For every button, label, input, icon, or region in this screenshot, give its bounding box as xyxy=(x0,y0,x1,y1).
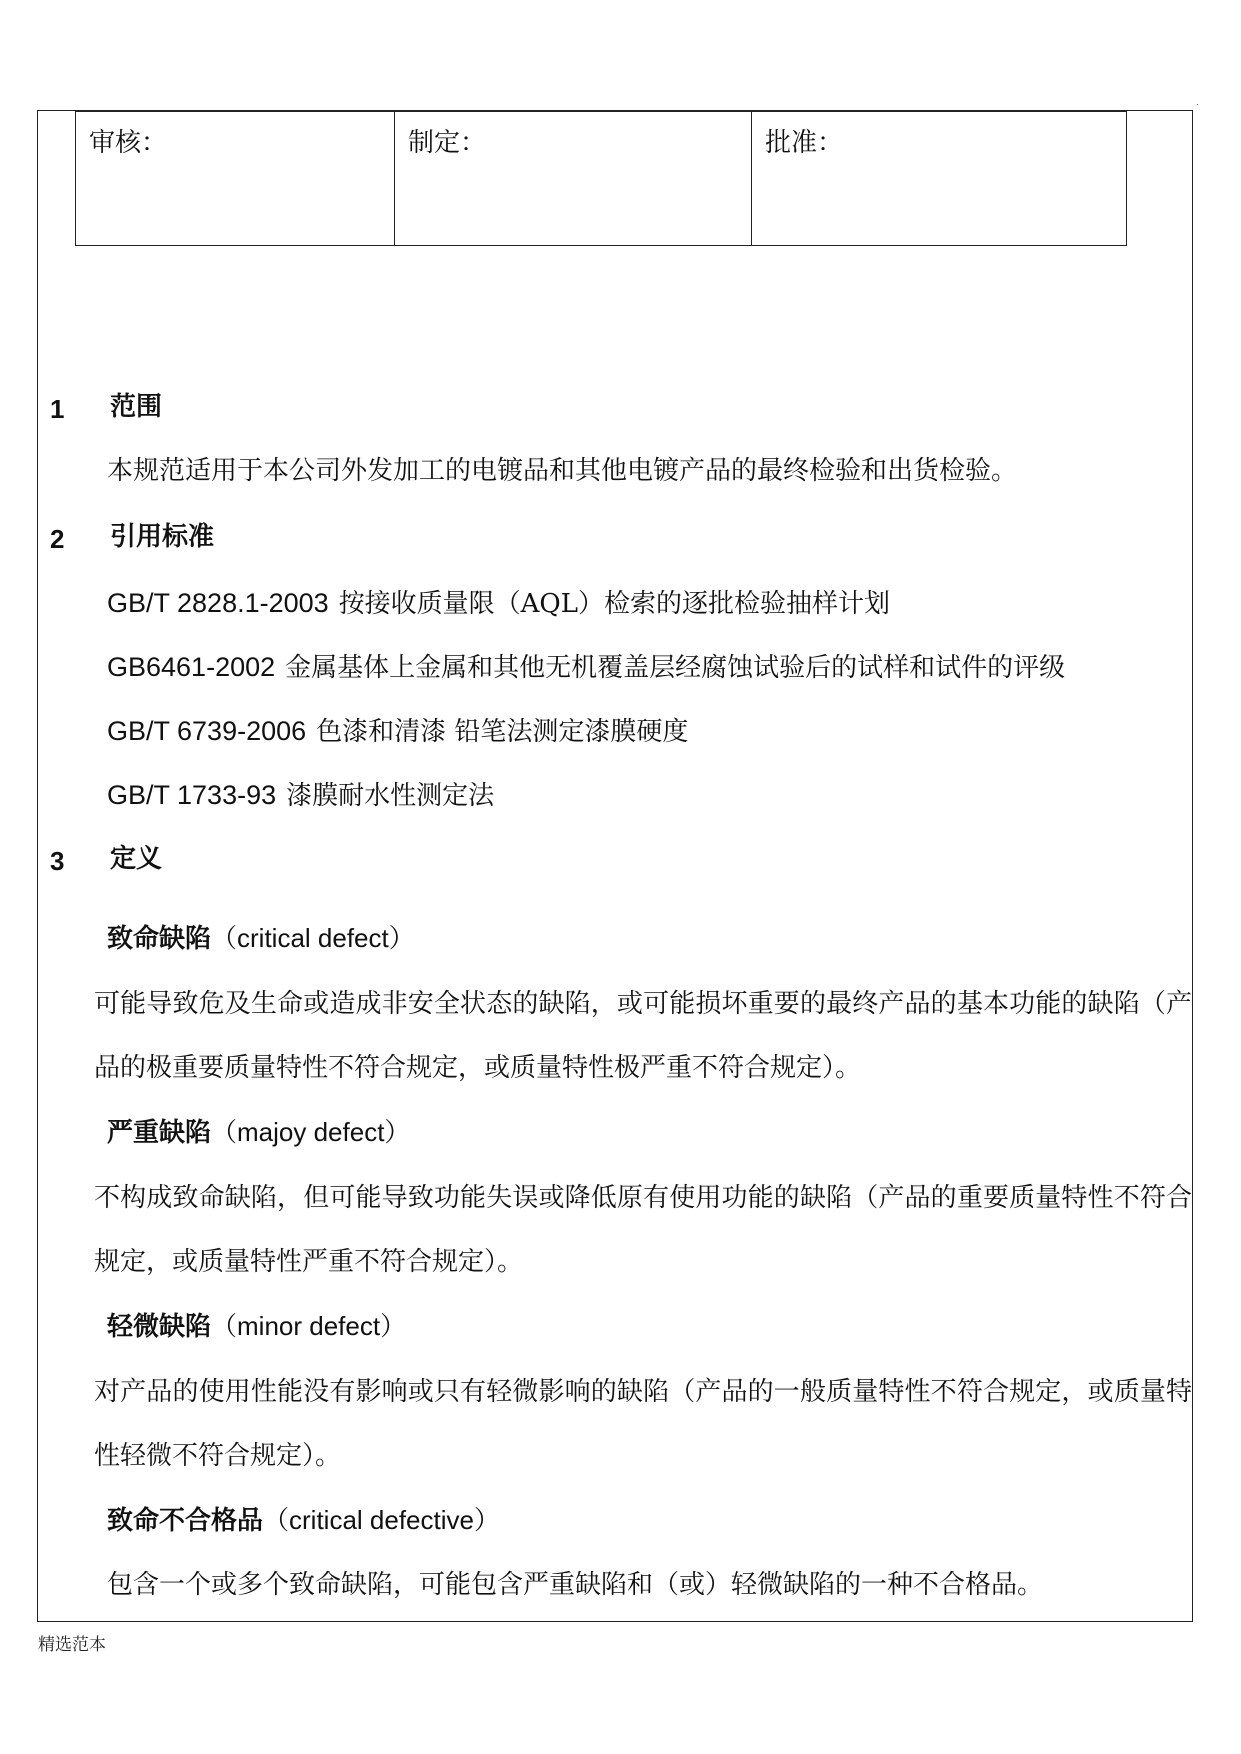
standard-name: 漆膜耐水性测定法 xyxy=(286,781,495,811)
section-1-number: 1 xyxy=(50,394,65,424)
corner-mark: . xyxy=(1196,98,1199,107)
section-2-number: 2 xyxy=(50,524,65,554)
term-en: （majoy defect） xyxy=(211,1117,411,1147)
term-cn: 致命缺陷 xyxy=(107,924,212,954)
review-cell: 审核： xyxy=(76,112,395,245)
standard-item xyxy=(107,654,1065,681)
footer-label: 精选范本 xyxy=(38,1635,106,1655)
standard-code: GB/T 2828.1-2003 xyxy=(107,588,329,618)
standard-name: 色漆和清漆 铅笔法测定漆膜硬度 xyxy=(316,717,689,747)
standard-code: GB/T 1733-93 xyxy=(107,780,277,810)
section-1-title: 范围 xyxy=(110,392,163,422)
term-en: （critical defective） xyxy=(263,1505,500,1535)
approve-cell: 批准： xyxy=(765,128,844,158)
definition-text: 可能导致危及生命或造成非安全状态的缺陷，或可能损坏重要的最终产品的基本功能的缺陷（产品的极重要质量特性不符合规定，或质量特性极严重不符合规定）。 xyxy=(94,989,1192,1083)
standard-item xyxy=(107,782,494,809)
definition-text: 包含一个或多个致命缺陷，可能包含严重缺陷和（或）轻微缺陷的一种不合格品。 xyxy=(107,1570,1044,1600)
section-1-body: 本规范适用于本公司外发加工的电镀品和其他电镀产品的最终检验和出货检验。 xyxy=(107,456,1018,486)
definition-term xyxy=(107,1119,410,1146)
standard-item xyxy=(107,718,688,745)
term-en: （critical defect） xyxy=(211,923,415,953)
standard-code: GB6461-2002 xyxy=(107,652,276,682)
term-cn: 轻微缺陷 xyxy=(107,1312,212,1342)
term-cn: 严重缺陷 xyxy=(107,1118,212,1148)
definition-term xyxy=(107,1507,500,1534)
standard-item xyxy=(107,590,890,617)
standard-name: 按接收质量限（AQL）检索的逐批检验抽样计划 xyxy=(338,589,891,619)
signoff-table xyxy=(75,111,1127,246)
draft-cell: 制定： xyxy=(395,112,752,245)
standard-name: 金属基体上金属和其他无机覆盖层经腐蚀试验后的试样和试件的评级 xyxy=(285,653,1066,683)
definition-term xyxy=(107,1313,406,1340)
definition-term xyxy=(107,925,415,952)
section-3-number: 3 xyxy=(50,846,65,876)
definition-text: 对产品的使用性能没有影响或只有轻微影响的缺陷（产品的一般质量特性不符合规定，或质量特性轻微不符合规定）。 xyxy=(94,1377,1192,1471)
term-en: （minor defect） xyxy=(211,1311,407,1341)
standard-code: GB/T 6739-2006 xyxy=(107,716,307,746)
section-3-title: 定义 xyxy=(110,844,163,874)
section-2-title: 引用标准 xyxy=(110,522,215,552)
definition-text: 不构成致命缺陷，但可能导致功能失误或降低原有使用功能的缺陷（产品的重要质量特性不符合规定，或质量特性严重不符合规定）。 xyxy=(94,1183,1192,1277)
term-cn: 致命不合格品 xyxy=(107,1506,264,1536)
